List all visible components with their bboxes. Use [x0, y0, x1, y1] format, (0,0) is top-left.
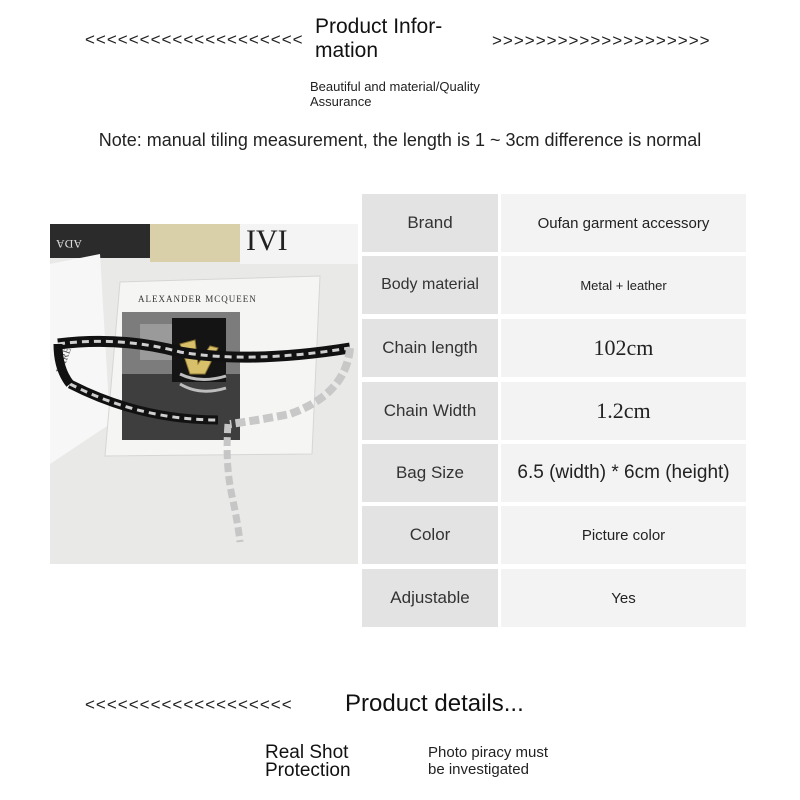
svg-text:IVI: IVI	[246, 224, 288, 257]
piracy-warning	[428, 744, 548, 778]
spec-label: Color	[362, 506, 498, 564]
spec-value: 102cm	[501, 319, 746, 377]
piracy-line-1: Photo piracy must	[428, 744, 549, 761]
spec-value: Oufan garment accessory	[501, 194, 746, 252]
details-chevron-divider: <<<<<<<<<<<<<<<<<<<	[85, 695, 293, 714]
subtitle-line-1: Beautiful and material/Quality	[310, 79, 480, 94]
right-chevron-divider: >>>>>>>>>>>>>>>>>>>>	[492, 31, 711, 50]
spec-row-adjustable	[362, 569, 746, 627]
spec-value: Yes	[501, 569, 746, 627]
spec-row-body-material	[362, 256, 746, 314]
spec-value: Metal + leather	[501, 256, 746, 314]
spec-value: Picture color	[501, 506, 746, 564]
real-shot-line-1: Real Shot	[265, 742, 349, 763]
product-photo	[50, 224, 358, 564]
title-line-2: mation	[315, 39, 379, 62]
spec-row-bag-size	[362, 444, 746, 502]
spec-label: Bag Size	[362, 444, 498, 502]
photo-corner-text: ADA	[56, 237, 82, 251]
spec-label: Chain Width	[362, 382, 498, 440]
photo-side-text: BAREY	[54, 339, 77, 376]
details-title: Product details...	[345, 690, 524, 717]
real-shot-line-2: Protection	[265, 760, 351, 781]
spec-label: Adjustable	[362, 569, 498, 627]
spec-label: Body material	[362, 256, 498, 314]
spec-label: Brand	[362, 194, 498, 252]
spec-label: Chain length	[362, 319, 498, 377]
section-title	[315, 15, 485, 63]
spec-row-brand	[362, 194, 746, 252]
spec-row-chain-width	[362, 382, 746, 440]
title-line-1: Product Infor-	[315, 15, 443, 38]
subtitle-line-2: Assurance	[310, 94, 372, 109]
real-shot-label	[265, 744, 351, 780]
piracy-line-2: be investigated	[428, 761, 529, 778]
photo-brand-text: ALEXANDER MCQUEEN	[138, 294, 257, 304]
spec-row-color	[362, 506, 746, 564]
section-subtitle	[310, 79, 510, 109]
spec-row-chain-length	[362, 319, 746, 377]
left-chevron-divider: <<<<<<<<<<<<<<<<<<<<	[85, 30, 304, 49]
measurement-note: Note: manual tiling measurement, the length is 1 ~ 3cm difference is normal	[98, 130, 702, 150]
spec-value: 1.2cm	[501, 382, 746, 440]
spec-value: 6.5 (width) * 6cm (height)	[501, 444, 746, 502]
